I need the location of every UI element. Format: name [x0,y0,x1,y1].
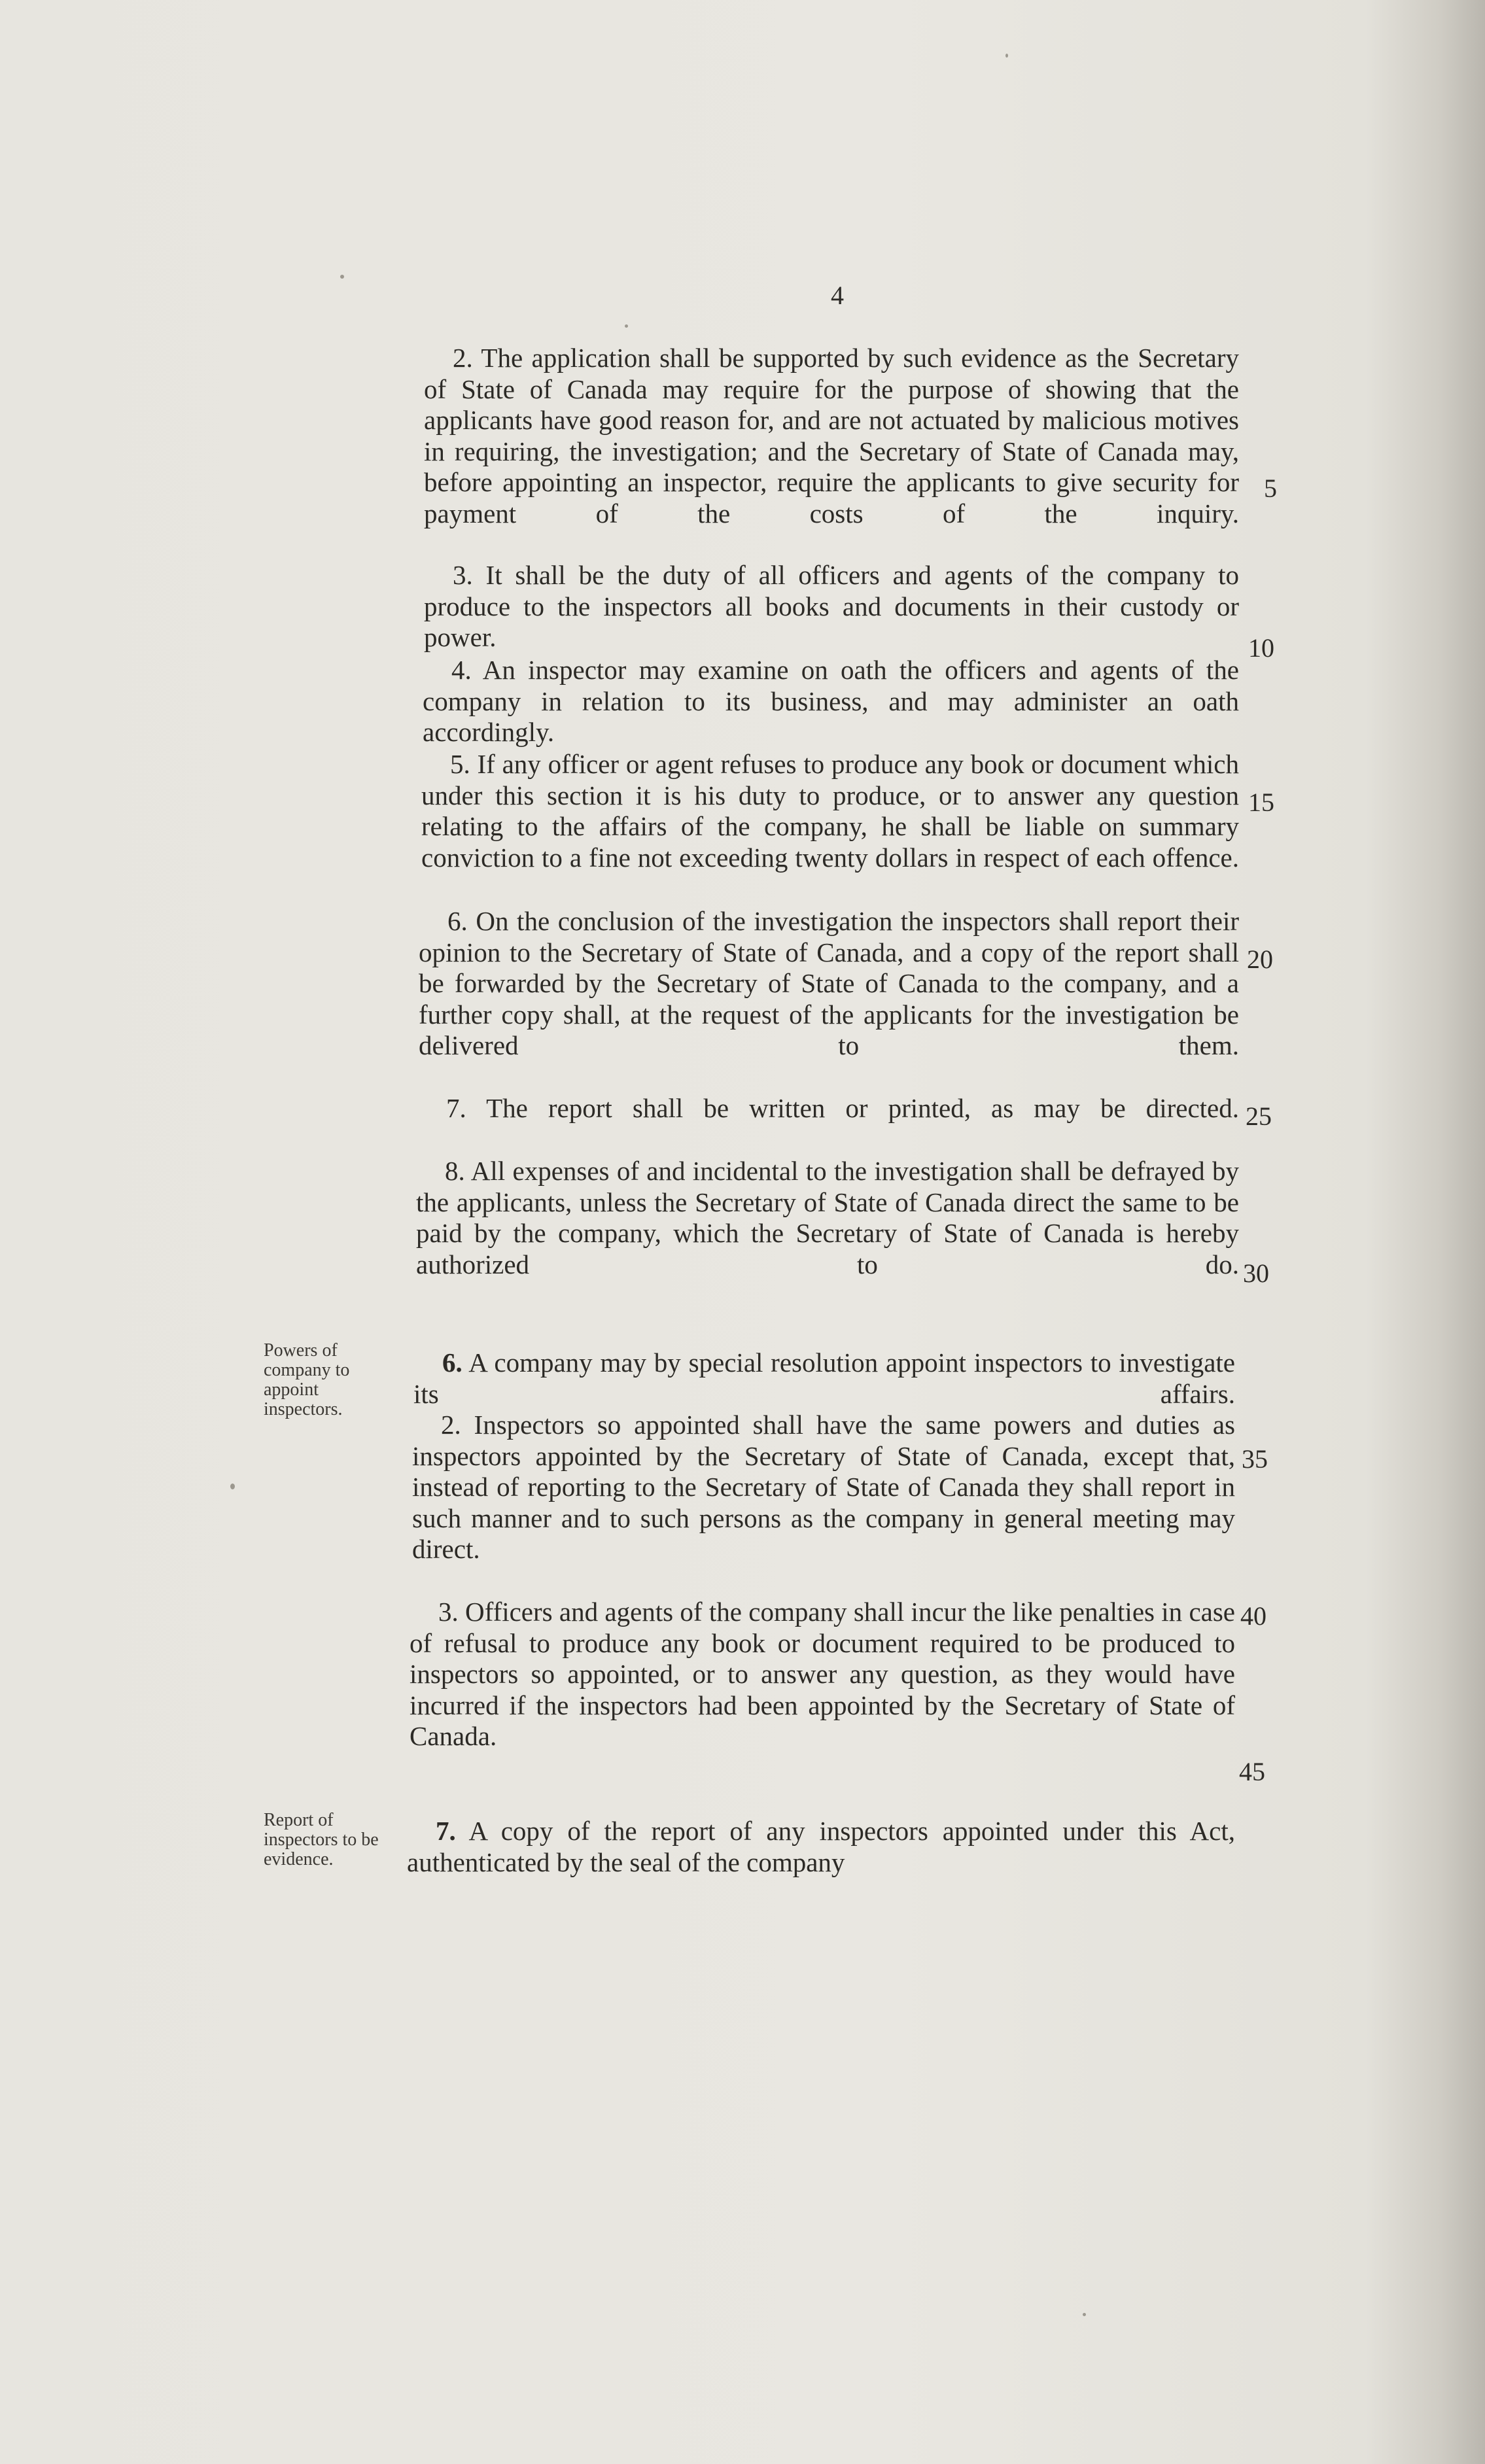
line-number-45: 45 [1239,1757,1265,1786]
section-7-body: A copy of the report of any inspectors appointed under this Act, authenticated by the seal of the company [407,1816,1235,1877]
line-number-10: 10 [1248,633,1274,663]
line-number-15: 15 [1248,788,1274,817]
paper-speck [625,324,628,328]
paragraph-7: 7. The report shall be written or printed, as may be directed. [446,1093,1239,1123]
section-6-subsection-3: 3. Officers and agents of the company shall incur the like penalties in case of refusal to produce any book or document required to be produced to inspectors so appointed, or to answer any question, as they would have incurred if the inspectors had been appointed by the Secretary of State of Canada. [410,1597,1235,1751]
line-number-20: 20 [1247,945,1273,974]
paragraph-4: 4. An inspector may examine on oath the officers and agents of the company in relation to its business, and may administer an oath accordingly. [423,655,1239,747]
section-7-number: 7. [436,1816,456,1846]
marginal-note-section-7: Report of inspectors to be evidence. [264,1810,379,1869]
line-number-5: 5 [1264,474,1277,503]
page-number: 4 [831,281,844,310]
section-6-subsection-2: 2. Inspectors so appointed shall have the same powers and duties as inspectors appointed by the Secretary of State of Canada, except that, instead of reporting to the Secretary of State of Canada they shall report in such manner and to such persons as the company in general meeting may direct. [412,1410,1235,1564]
paper-speck [340,275,344,279]
section-6-number: 6. [442,1347,463,1378]
marginal-note-section-6: Powers of company to appoint inspectors. [264,1340,350,1419]
paper-speck [1083,2313,1086,2316]
paragraph-3: 3. It shall be the duty of all officers and agents of the company to produce to the inspectors all books and documents in their custody or power. [424,560,1239,652]
section-6-text [413,1347,1235,1410]
line-number-30: 30 [1243,1258,1269,1288]
paragraph-5: 5. If any officer or agent refuses to produce any book or document which under this section it is his duty to produce, or to answer any question relating to the affairs of the company, he shall be liable on summary conviction to a fine not exceeding twenty dollars in respect of each offence. [421,749,1239,873]
paper-speck [1005,54,1008,58]
paragraph-6: 6. On the conclusion of the investigation the inspectors shall report their opinion to the Secretary of State of Canada, and a copy of the report shall be forwarded by the Secretary of State of Canada to the company, and a further copy shall, at the request of the applicants for the investigation be delivered to them. [419,906,1239,1060]
paragraph-8: 8. All expenses of and incidental to the investigation shall be defrayed by the applicants, unless the Secretary of State of Canada direct the same to be paid by the company, which the Secretary of State of Canada is hereby authorized to do. [416,1156,1239,1279]
section-7-text [407,1816,1235,1878]
paper-speck [230,1484,235,1489]
section-6-body: A company may by special resolution appoint inspectors to investigate its affairs. [413,1347,1235,1409]
line-number-35: 35 [1242,1444,1268,1474]
line-number-40: 40 [1240,1601,1267,1631]
line-number-25: 25 [1246,1102,1272,1131]
paragraph-2: 2. The application shall be supported by such evidence as the Secretary of State of Canada may require for the purpose of showing that the applicants have good reason for, and are not actuated by malicious motives in requiring, the investigation; and the Secretary of State of Canada may, before appointing an inspector, require the applicants to give security for payment of the costs of the inquiry. [424,343,1239,529]
